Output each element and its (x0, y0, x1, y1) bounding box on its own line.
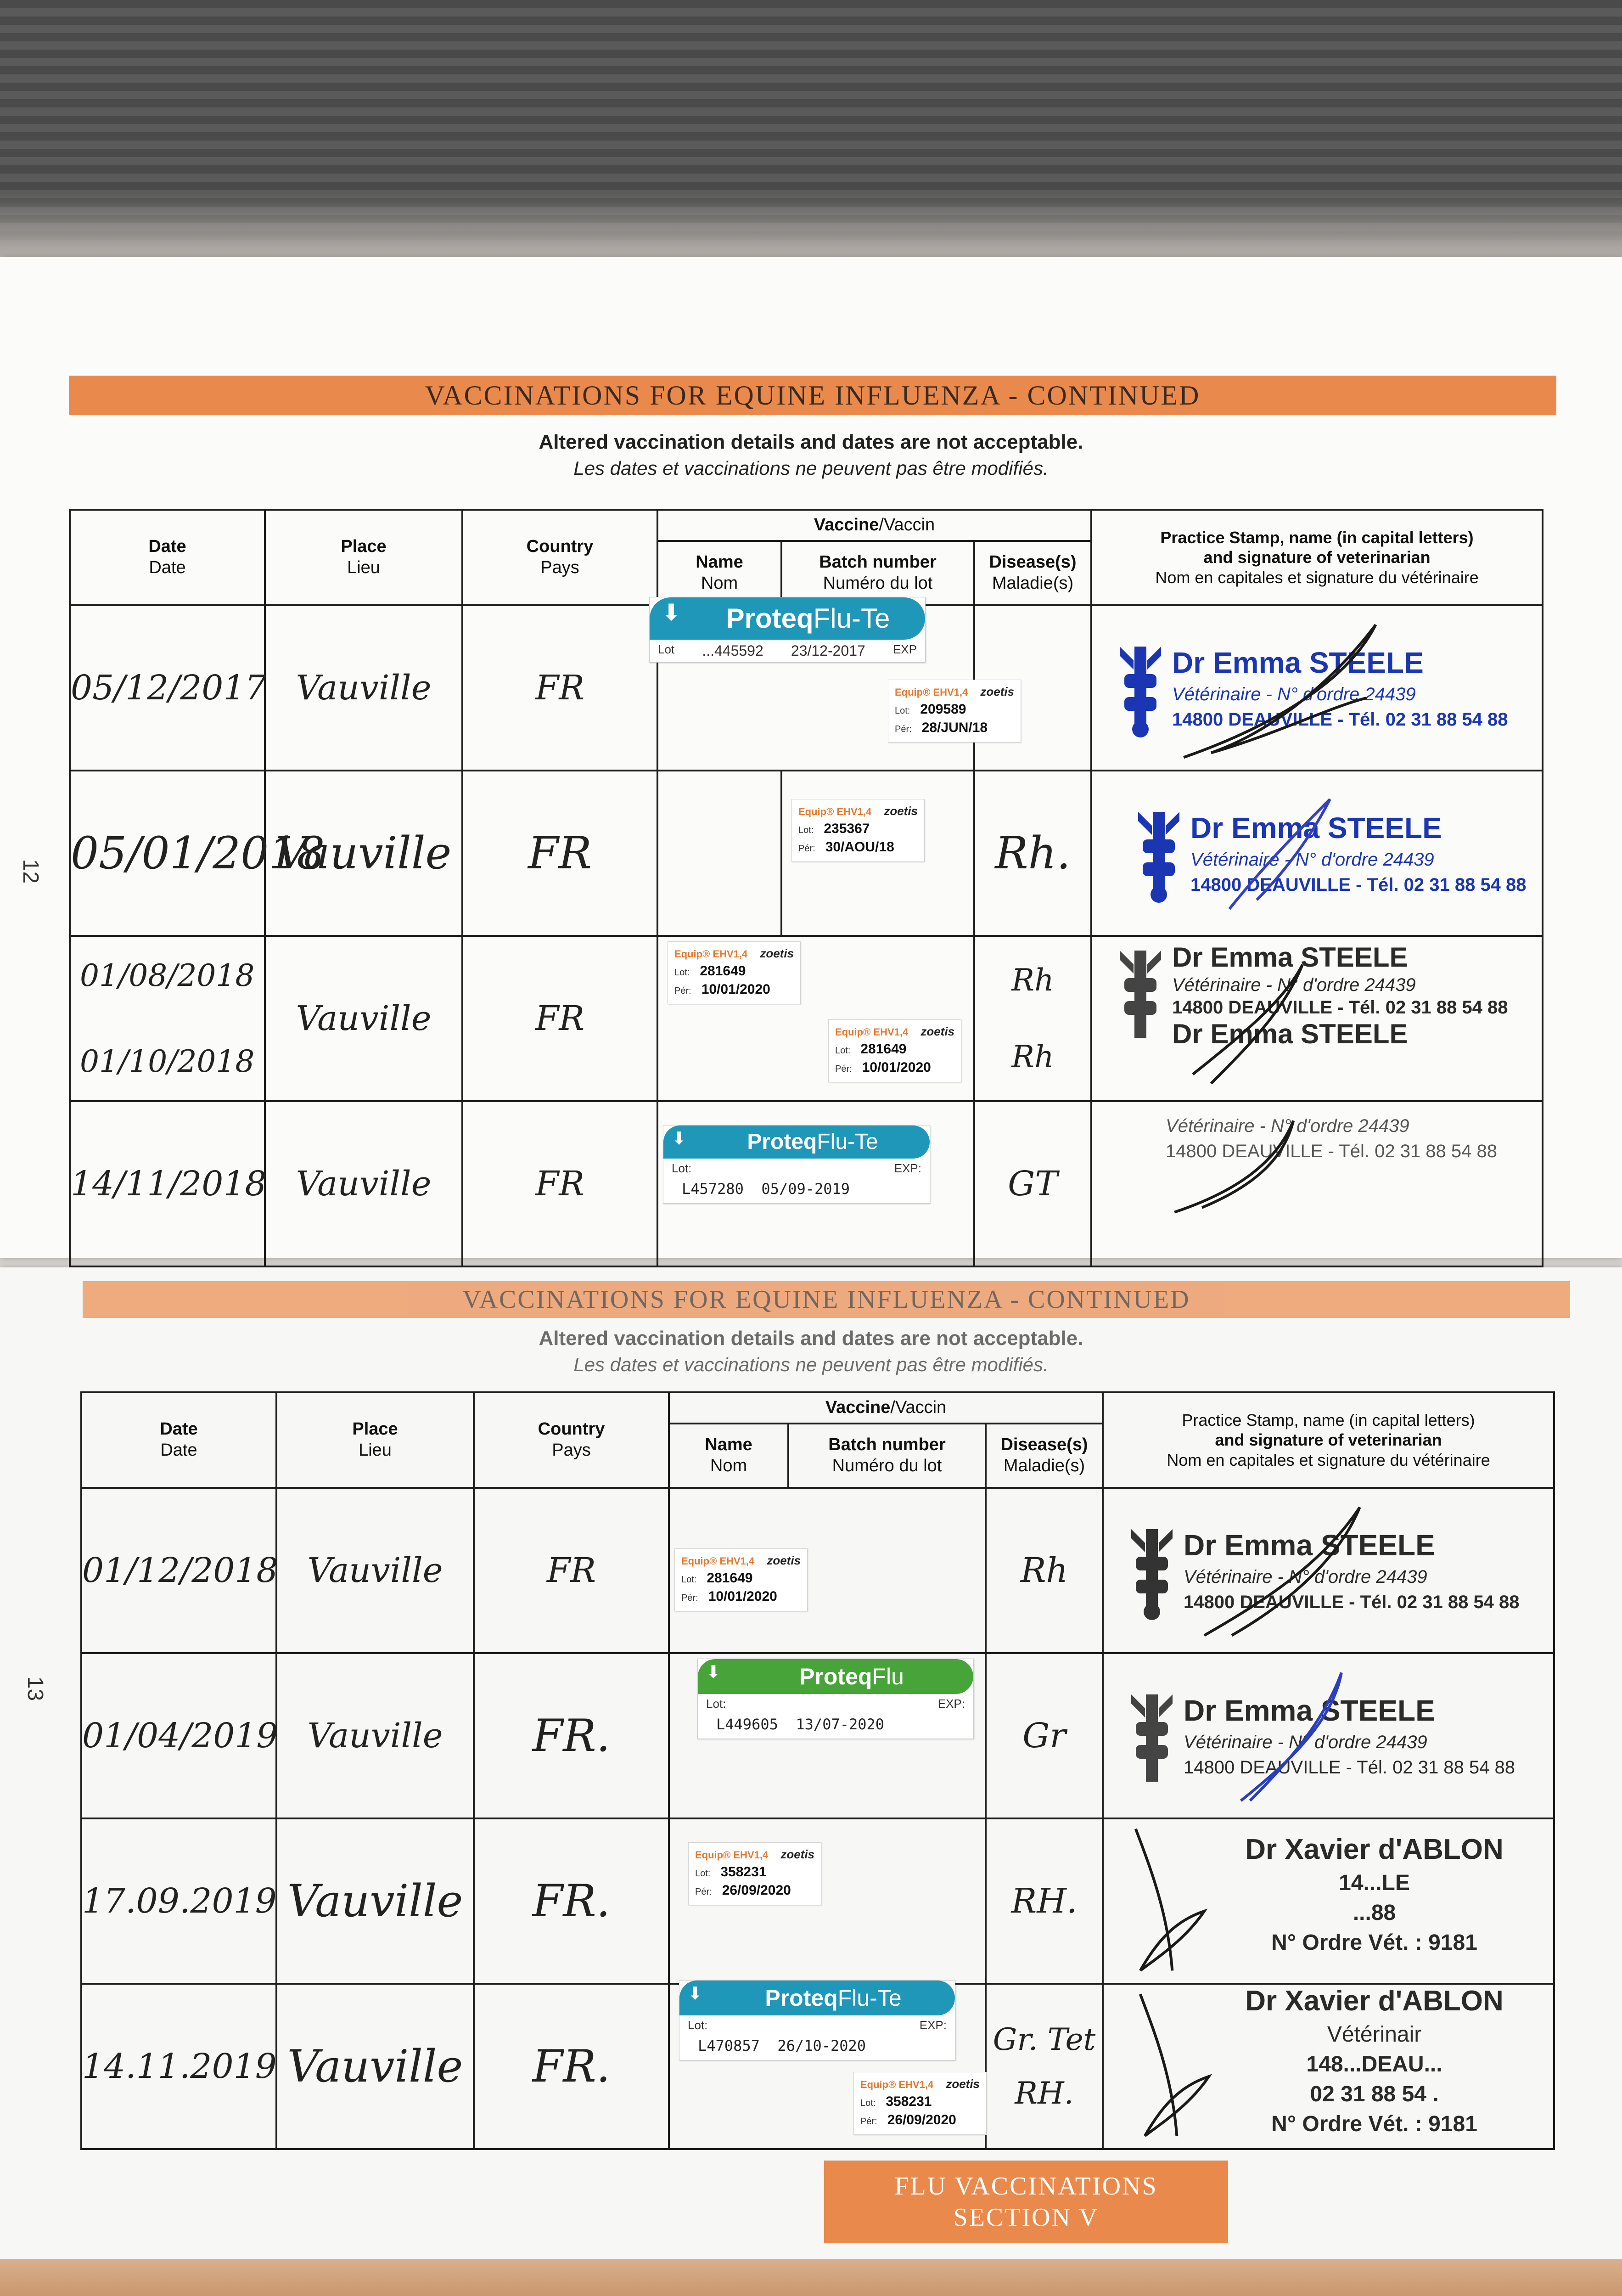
col-date: Date Date (81, 1392, 276, 1488)
caduceus-icon (1127, 1520, 1177, 1621)
col-place: Place Lieu (265, 510, 462, 605)
zoetis-logo: zoetis (980, 685, 1014, 698)
country-cell: FR. (532, 1710, 611, 1761)
proteq-flu-te-label: ⬇ ProteqFlu-Te Lot: EXP: L457280 05/09-2019 (663, 1125, 930, 1204)
vet-stamp: Dr Emma STEELE Vétérinaire - N° d'ordre 24439 14800 DEAUVILLE - Tél. 02 31 88 54 88 (1092, 606, 1542, 770)
table-row (81, 1818, 1554, 1984)
section-footer (824, 2161, 1228, 2243)
col-disease: Disease(s) Maladie(s) (986, 1424, 1103, 1488)
notice-english: Altered vaccination details and dates are not acceptable. (539, 1327, 1083, 1350)
footer-line-1: FLU VACCINATIONS (894, 2172, 1158, 2200)
zoetis-logo: zoetis (767, 1553, 801, 1567)
col-country: Country Pays (474, 1392, 669, 1488)
date-cell-2: 01/10/2018 (80, 1044, 255, 1079)
col-vaccine: Vaccine/Vaccin (669, 1392, 1103, 1424)
caduceus-icon (1134, 803, 1184, 904)
proteq-flu-te-label: ⬇ ProteqFlu-Te Lot ...445592 23/12-2017 EXP (649, 597, 926, 663)
zoetis-logo: zoetis (946, 2077, 980, 2091)
table-row (70, 771, 1543, 936)
date-cell: 14.11.2019 (82, 2047, 277, 2086)
col-vaccine-name: Name Nom (657, 541, 781, 605)
country-cell: FR (535, 1164, 585, 1204)
notice (0, 431, 1622, 479)
date-cell: 01/12/2018 (82, 1551, 278, 1590)
footer-line-2: SECTION V (953, 2203, 1099, 2232)
equip-ehv-label: Equip® EHV1,4 zoetis Lot: 281649 Pér: 10/01/2020 (668, 941, 801, 1004)
vet-stamp: Dr Xavier d'ABLON Vétérinair 148...DEAU... 02 31 88 54 . N° Ordre Vét. : 9181 (1245, 1985, 1504, 2136)
col-place: Place Lieu (276, 1392, 474, 1488)
proteq-flu-te-label: ⬇ ProteqFlu-Te Lot: EXP: L470857 26/10-2020 (679, 1980, 955, 2060)
zoetis-logo: zoetis (780, 1847, 814, 1861)
date-cell: 01/04/2019 (82, 1716, 278, 1756)
country-cell: FR (535, 668, 585, 708)
zoetis-logo: zoetis (760, 946, 794, 960)
page-edge (0, 2259, 1622, 2296)
table-row (70, 936, 1543, 1101)
disease-cell: Rh. (995, 827, 1071, 879)
section-header: VACCINATIONS FOR EQUINE INFLUENZA - CONTINUED (69, 376, 1556, 415)
notice-french: Les dates et vaccinations ne peuvent pas être modifiés. (573, 1354, 1049, 1375)
disease-cell: Rh (1011, 962, 1054, 998)
vaccination-table (80, 1391, 1555, 2150)
place-cell: Vauville (287, 2041, 463, 2092)
country-cell: FR. (532, 2041, 611, 2092)
place-cell: Vauville (287, 1875, 463, 1927)
page-number: 12 (18, 859, 43, 884)
col-practice-stamp: Practice Stamp, name (in capital letters) and signature of veterinarian Nom en capitales et signature du vétérinaire (1103, 1392, 1554, 1488)
notice-english: Altered vaccination details and dates are not acceptable. (539, 431, 1083, 453)
equip-ehv-label-2: Equip® EHV1,4 zoetis Lot: 281649 Pér: 10/01/2020 (828, 1019, 961, 1082)
col-practice-stamp: Practice Stamp, name (in capital letters) and signature of veterinarian Nom en capitales et signature du vétérinaire (1091, 510, 1543, 605)
vet-stamp: Dr Emma STEELE Vétérinaire - N° d'ordre 24439 14800 DEAUVILLE - Tél. 02 31 88 54 88 (1104, 1489, 1553, 1652)
country-cell: FR. (532, 1875, 611, 1927)
vet-stamp: Vétérinaire - N° d'ordre 24439 14800 DEAUVILLE - Tél. 02 31 88 54 88 (1166, 1116, 1498, 1161)
disease-cell: RH. (1011, 1881, 1078, 1921)
place-cell: Vauville (296, 668, 432, 708)
table-row (70, 1101, 1543, 1266)
col-disease: Disease(s) Maladie(s) (974, 541, 1091, 605)
equip-ehv-label: Equip® EHV1,4 zoetis Lot: 235367 Pér: 30/AOU/18 (791, 799, 925, 862)
table-row (70, 605, 1543, 771)
vet-stamp: Dr Xavier d'ABLON 14...LE ...88 N° Ordre Vét. : 9181 (1245, 1834, 1504, 1955)
vet-stamp: Dr Emma STEELE Vétérinaire - N° d'ordre 24439 14800 DEAUVILLE - Tél. 02 31 88 54 88 (1092, 771, 1542, 935)
date-cell: 01/08/2018 (80, 958, 255, 993)
caduceus-icon (1127, 1685, 1177, 1786)
equip-ehv-label: Equip® EHV1,4 zoetis Lot: 281649 Pér: 10/01/2020 (674, 1548, 808, 1611)
col-date: Date Date (70, 510, 265, 605)
date-cell: 05/01/2018 (71, 827, 325, 879)
disease-cell: Gr. Tet (993, 2022, 1096, 2057)
equip-ehv-label: Equip® EHV1,4 zoetis Lot: 358231 Pér: 26/09/2020 (853, 2072, 987, 2135)
col-vaccine: Vaccine/Vaccin (657, 510, 1091, 541)
notice-french: Les dates et vaccinations ne peuvent pas être modifiés. (573, 457, 1049, 479)
disease-cell-2: RH. (1015, 2076, 1074, 2111)
equip-ehv-label: Equip® EHV1,4 zoetis Lot: 358231 Pér: 26/09/2020 (688, 1842, 821, 1905)
country-cell: FR (535, 999, 585, 1038)
arrow-icon: ⬇ (706, 1663, 721, 1682)
notice (0, 1327, 1622, 1376)
vaccination-table (69, 509, 1543, 1267)
col-batch-number: Batch number Numéro du lot (781, 541, 974, 605)
place-cell: Vauville (296, 999, 432, 1038)
disease-cell: GT (1008, 1164, 1058, 1204)
scan-background (0, 0, 1622, 257)
col-vaccine-name: Name Nom (669, 1424, 788, 1488)
equip-ehv-label: Equip® EHV1,4 zoetis Lot: 209589 Pér: 28/JUN/18 (888, 680, 1021, 743)
country-cell: FR (528, 827, 592, 879)
page-12 (0, 257, 1622, 1258)
arrow-icon: ⬇ (662, 600, 681, 625)
vet-stamp: Dr Emma STEELE Vétérinaire - N° d'ordre 24439 14800 DEAUVILLE - Tél. 02 31 88 54 88 (1104, 1654, 1553, 1818)
date-cell: 17.09.2019 (82, 1881, 277, 1921)
arrow-icon: ⬇ (672, 1129, 686, 1148)
table-row (81, 1488, 1554, 1653)
place-cell: Vauville (307, 1716, 443, 1756)
table-row (81, 1984, 1554, 2149)
disease-cell: Rh (1020, 1551, 1068, 1590)
caduceus-icon (1115, 637, 1166, 738)
disease-cell: Gr (1022, 1716, 1066, 1756)
place-cell: Vauville (296, 1164, 432, 1204)
caduceus-icon (1115, 941, 1166, 1042)
disease-cell-2: Rh (1011, 1039, 1054, 1075)
place-cell: Vauville (275, 827, 452, 879)
vet-stamp: Dr Emma STEELE Vétérinaire - N° d'ordre 24439 14800 DEAUVILLE - Tél. 02 31 88 54 88 Dr Emma STEELE (1092, 937, 1542, 1100)
page-13 (0, 1267, 1622, 2259)
zoetis-logo: zoetis (920, 1024, 954, 1038)
table-row (81, 1653, 1554, 1818)
col-batch-number: Batch number Numéro du lot (788, 1424, 986, 1488)
place-cell: Vauville (307, 1551, 443, 1590)
proteq-flu-label: ⬇ ProteqFlu Lot: EXP: L449605 13/07-2020 (697, 1659, 974, 1739)
page-number: 13 (23, 1676, 48, 1701)
zoetis-logo: zoetis (884, 804, 918, 818)
section-header: VACCINATIONS FOR EQUINE INFLUENZA - CONTINUED (83, 1281, 1570, 1318)
col-country: Country Pays (462, 510, 657, 605)
date-cell: 14/11/2018 (71, 1164, 267, 1204)
country-cell: FR (546, 1551, 596, 1590)
arrow-icon: ⬇ (688, 1984, 702, 2003)
date-cell: 05/12/2017 (71, 668, 267, 708)
